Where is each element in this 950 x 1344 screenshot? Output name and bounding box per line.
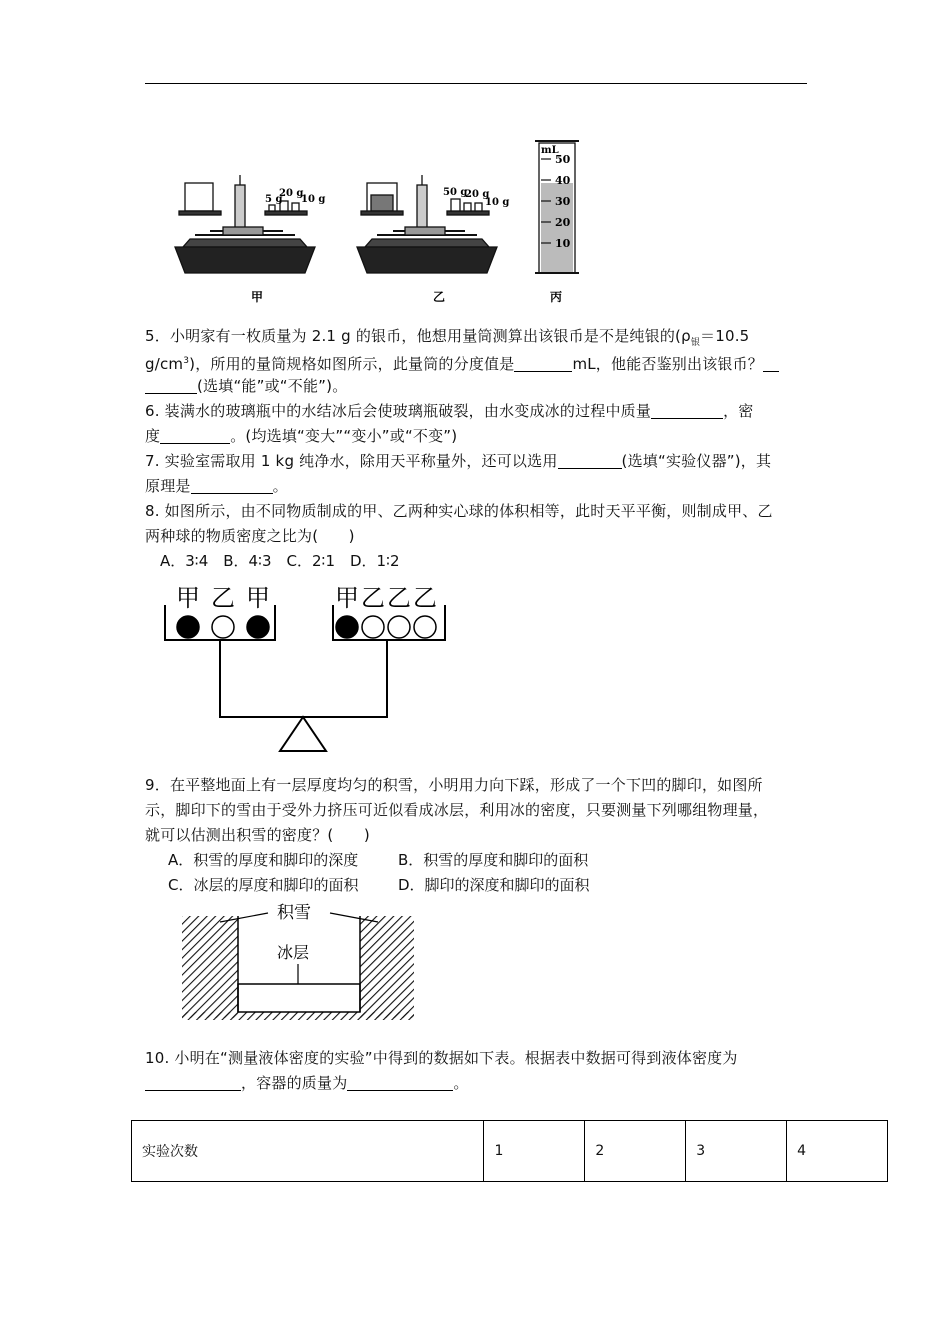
q5-blank-1[interactable] [514,355,572,372]
cyl-tick-label: 50 [555,153,571,166]
q9-line3: 就可以估测出积雪的密度？( ) [145,826,370,844]
w-mid-0: 50 g [443,187,468,198]
q5-blank-2a[interactable] [763,355,779,372]
q5-line3 [145,374,807,399]
w-mid-2: 10 g [485,197,510,208]
cyl-tick-label: 20 [555,216,571,229]
w-mid-1: 20 g [465,189,490,200]
q5-text-2: )，所用的量筒规格如图所示，此量筒的分度值是 [189,355,515,373]
right-ball-labels [335,584,437,612]
q9-option-c[interactable]: C．冰层的厚度和脚印的面积 [168,876,359,894]
q6-blank-1[interactable] [651,402,723,419]
q10-text-2: ，容器的质量为 [241,1074,348,1092]
q7-text-2: (选填“实验仪器”)，其 [621,452,772,470]
q9-option-d[interactable]: D．脚印的深度和脚印的面积 [398,876,590,894]
rho-subscript: 银 [690,338,701,348]
q8-options: A．3∶4 B．4∶3 C．2∶1 D．1∶2 [160,552,400,570]
q8-balance-figure [155,580,455,760]
table-cell-1: 1 [484,1121,585,1182]
right-balls [336,616,436,638]
header-rule [145,83,807,84]
ball-label: 乙 [361,584,385,612]
q10-text-3: 。 [453,1074,469,1092]
q5-blank-2b[interactable] [145,377,197,394]
q6-line1 [145,399,807,424]
q8-line2: 两种球的物质密度之比为( ) [145,527,355,545]
cyl-tick-label: 30 [555,195,571,208]
q7-text-1: 7. 实验室需取用 1 kg 纯净水，除用天平称量外，还可以选用 [145,452,558,470]
table-cell-4: 4 [787,1121,888,1182]
w-left-1: 20 g [279,188,304,199]
table-cell-2: 2 [585,1121,686,1182]
q7-text-4: 。 [272,477,288,495]
q6-text-3: 度 [145,427,161,445]
q9-option-b[interactable]: B．积雪的厚度和脚印的面积 [398,851,589,869]
cyl-tick-label: 40 [555,174,571,187]
q7-blank-1[interactable] [558,452,622,469]
q8-line1: 8. 如图所示，由不同物质制成的甲、乙两种实心球的体积相等，此时天平平衡，则制成甲、乙 [145,502,773,520]
q9-line2: 示，脚印下的雪由于受外力挤压可近似看成冰层，利用冰的密度，只要测量下列哪组物理量， [145,801,769,819]
q5-line2 [145,349,807,377]
balance-figure [165,135,615,310]
rho-value: ＝10.5 [700,327,750,345]
q7-blank-2[interactable] [191,477,273,494]
label-bing: 丙 [550,290,563,304]
ball-label: 乙 [413,584,437,612]
q6-text-2: ，密 [723,402,754,420]
q5-unit: g/cm [145,355,184,373]
q10-line2 [145,1071,807,1096]
table-header-cell: 实验次数 [132,1121,484,1182]
ball-label: 乙 [211,584,235,612]
label-yi: 乙 [433,290,446,304]
left-ball-labels [176,584,270,612]
label-jia: 甲 [251,290,264,304]
table-row [132,1121,888,1182]
q5-sup: 3 [183,356,190,366]
w-left-2: 10 g [301,194,326,205]
q6-text-4: 。(均选填“变大”“变小”或“不变”) [230,427,458,445]
w-left-0: 5 g [265,194,283,205]
cyl-tick-label: 10 [555,237,571,250]
ball-label: 乙 [387,584,411,612]
cyl-unit: mL [541,145,559,156]
q9-line1: 9．在平整地面上有一层厚度均匀的积雪，小明用力向下踩，形成了一个下凹的脚印，如图所 [145,776,763,794]
q10-blank-1[interactable] [145,1074,241,1091]
q5-text-4: (选填“能”或“不能”)。 [197,377,348,395]
ball-label: 甲 [246,584,270,612]
left-balls [177,616,269,638]
snow-figure [180,900,420,1025]
table-cell-3: 3 [686,1121,787,1182]
q6-blank-2[interactable] [160,427,230,444]
label-ice: 冰层 [277,943,310,962]
q7-line1 [145,449,807,474]
q5-text-3: mL，他能否鉴别出该银币？ [572,355,764,373]
label-snow: 积雪 [277,903,311,923]
q6-text-1: 6. 装满水的玻璃瓶中的水结冰后会使玻璃瓶破裂，由水变成冰的过程中质量 [145,402,652,420]
q10-blank-2[interactable] [347,1074,453,1091]
q7-line2 [145,474,807,499]
q6-line2 [145,424,807,449]
data-table [131,1120,888,1182]
q5-text-1: 5．小明家有一枚质量为 2.1 g 的银币，他想用量筒测算出该银币是不是纯银的(ρ [145,327,691,345]
ball-label: 甲 [335,584,359,612]
ball-label: 甲 [176,584,200,612]
q9-option-a[interactable]: A．积雪的厚度和脚印的深度 [168,851,359,869]
q10-line1: 10. 小明在“测量液体密度的实验”中得到的数据如下表。根据表中数据可得到液体密度为 [145,1049,738,1067]
q7-text-3: 原理是 [145,477,191,495]
